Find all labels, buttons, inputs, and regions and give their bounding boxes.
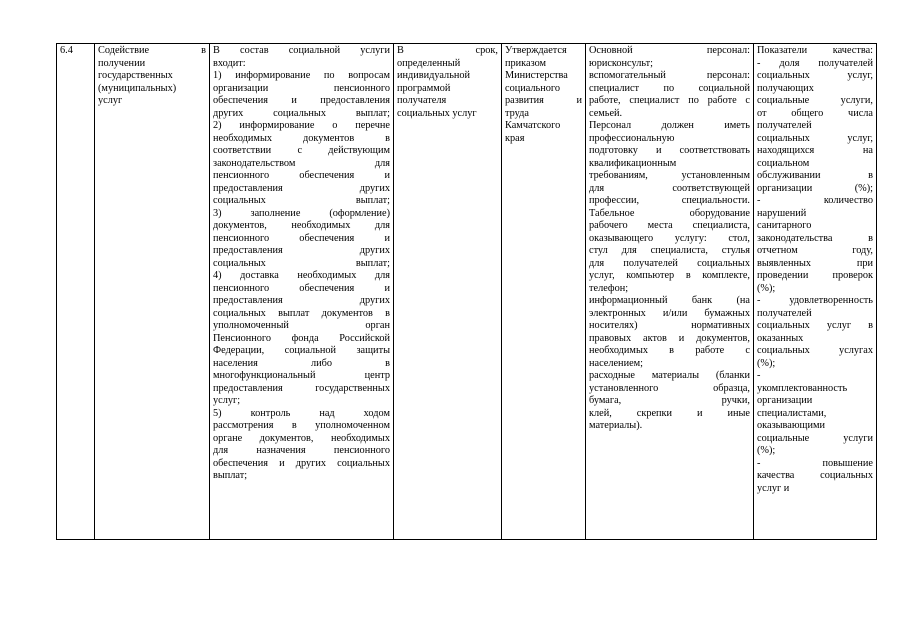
- text-line: государственных: [98, 70, 173, 81]
- text-line: Министерства: [505, 70, 568, 81]
- deadline-cell: [394, 44, 502, 540]
- text-line: профессии, специальности.: [589, 195, 750, 206]
- text-line: получении: [98, 57, 146, 69]
- text-line: выплат;: [213, 470, 248, 481]
- text-line: стул для специалиста, стулья: [589, 245, 750, 256]
- text-line: Табельное оборудование: [589, 207, 750, 219]
- text-line: предоставления государственных: [213, 382, 390, 394]
- text-line: социальных услугах: [757, 345, 873, 356]
- text-line: развития и: [505, 95, 582, 106]
- text-line: Персонал должен иметь: [589, 120, 750, 131]
- text-line: оказывающими: [757, 420, 826, 431]
- text-line: В состав социальной услуги: [213, 45, 390, 56]
- text-line: многофункциональный центр: [213, 370, 390, 381]
- text-line: программой: [397, 82, 451, 94]
- text-line: 2) информирование о перечне: [213, 120, 390, 131]
- table-row: [57, 44, 877, 540]
- text-line: вспомогательный персонал:: [589, 70, 750, 81]
- text-line: получающих: [757, 82, 814, 94]
- text-line: организации: [757, 395, 813, 406]
- text-line: получателей: [757, 120, 812, 131]
- text-line: - количество: [757, 195, 873, 206]
- text-line: оказывающего услугу: стол,: [589, 232, 750, 244]
- text-line: - доля получателей: [757, 57, 873, 69]
- service-conditions: [589, 45, 750, 433]
- text-line: обслуживании в: [757, 170, 873, 181]
- service-deadline: [397, 45, 498, 120]
- service-content-cell: [210, 44, 394, 540]
- text-line: требованиям, установленным: [589, 170, 750, 181]
- text-line: профессиональную: [589, 132, 675, 144]
- services-table: [56, 43, 877, 540]
- text-line: определенный: [397, 57, 461, 69]
- text-line: специалист по социальной: [589, 82, 750, 94]
- text-line: носителях) нормативных: [589, 320, 750, 331]
- text-line: нарушений: [757, 207, 807, 219]
- service-name-cell: [95, 44, 210, 540]
- text-line: для назначения пенсионного: [213, 445, 390, 456]
- text-line: расходные материалы (бланки: [589, 370, 750, 381]
- text-line: электронных и/или бумажных: [589, 307, 750, 319]
- text-line: получателей: [757, 307, 812, 319]
- text-line: документов, необходимых для: [213, 220, 390, 231]
- text-line: Камчатского: [505, 120, 561, 131]
- text-line: услуг;: [213, 395, 241, 406]
- text-line: законодательством для: [213, 157, 390, 169]
- conditions-cell: [586, 44, 754, 540]
- text-line: услуг: [98, 95, 123, 106]
- text-line: соответствии с действующим: [213, 145, 390, 156]
- text-line: для соответствующей: [589, 182, 750, 194]
- text-line: юрисконсульт;: [589, 57, 653, 69]
- text-line: социальном: [757, 157, 810, 169]
- text-line: телефон;: [589, 282, 629, 294]
- text-line: уполномоченный орган: [213, 320, 390, 331]
- text-line: 5) контроль над ходом: [213, 407, 390, 419]
- text-line: информационный банк (на: [589, 295, 750, 306]
- text-line: (%);: [757, 357, 776, 369]
- text-line: от общего числа: [757, 107, 873, 119]
- text-line: укомплектованность: [757, 382, 848, 394]
- text-line: предоставления других: [213, 182, 390, 194]
- text-line: социального: [505, 82, 561, 94]
- text-line: отчетном году,: [757, 245, 873, 256]
- text-line: обеспечения и предоставления: [213, 95, 390, 106]
- text-line: организации (%);: [757, 182, 873, 194]
- text-line: приказом: [505, 57, 547, 69]
- text-line: предоставления других: [213, 245, 390, 256]
- text-line: Утверждается: [505, 45, 567, 56]
- text-line: законодательства в: [757, 232, 873, 244]
- text-line: Содействие в: [98, 45, 206, 56]
- text-line: квалификационным: [589, 157, 677, 169]
- text-line: Показатели качества:: [757, 45, 873, 56]
- standard-cell: [502, 44, 586, 540]
- text-line: социальные услуги: [757, 432, 873, 444]
- text-line: - повышение: [757, 457, 873, 469]
- row-number: 6.4: [60, 45, 73, 56]
- text-line: организации пенсионного: [213, 82, 390, 94]
- text-line: органе документов, необходимых: [213, 432, 390, 444]
- text-line: 4) доставка необходимых для: [213, 270, 390, 281]
- text-line: социальных услуг: [397, 107, 477, 119]
- text-line: оказанных: [757, 332, 804, 344]
- text-line: специалистами,: [757, 407, 827, 419]
- text-line: пенсионного обеспечения и: [213, 170, 390, 181]
- text-line: населения либо в: [213, 357, 390, 369]
- text-line: работе, специалист по работе с: [589, 95, 750, 106]
- text-line: обеспечения и других социальных: [213, 457, 390, 469]
- text-line: клей, скрепки и иные: [589, 407, 750, 419]
- text-line: В срок,: [397, 45, 498, 56]
- quality-indicators: [757, 45, 873, 495]
- text-line: необходимых в работе с: [589, 345, 750, 356]
- service-content: [213, 45, 390, 483]
- text-line: семьей.: [589, 107, 623, 119]
- text-line: индивидуальной: [397, 70, 471, 81]
- text-line: подготовку и соответствовать: [589, 145, 750, 156]
- text-line: -: [757, 370, 761, 381]
- text-line: других социальных выплат;: [213, 107, 390, 119]
- text-line: выявленных при: [757, 257, 873, 269]
- text-line: социальных услуг,: [757, 132, 873, 144]
- text-line: (%);: [757, 445, 776, 456]
- text-line: услуг и: [757, 482, 790, 494]
- text-line: 1) информирование по вопросам: [213, 70, 390, 81]
- text-line: Федерации, социальной защиты: [213, 345, 390, 356]
- text-line: социальных выплат документов в: [213, 307, 390, 319]
- text-line: входит:: [213, 57, 246, 69]
- service-name: [98, 45, 206, 108]
- text-line: Пенсионного фонда Российской: [213, 332, 390, 344]
- text-line: бумага, ручки,: [589, 395, 750, 406]
- text-line: находящихся на: [757, 145, 873, 156]
- text-line: для получателей социальных: [589, 257, 750, 269]
- text-line: качества социальных: [757, 470, 873, 481]
- text-line: услуг, компьютер в комплекте,: [589, 270, 750, 281]
- text-line: материалы).: [589, 420, 643, 431]
- text-line: санитарного: [757, 220, 812, 231]
- service-standard: [505, 45, 582, 145]
- quality-cell: [754, 44, 877, 540]
- text-line: социальных услуг в: [757, 320, 873, 331]
- text-line: установленного образца,: [589, 382, 750, 394]
- text-line: края: [505, 132, 525, 144]
- text-line: (муниципальных): [98, 82, 177, 94]
- text-line: социальных услуг,: [757, 70, 873, 81]
- text-line: проведении проверок: [757, 270, 873, 281]
- text-line: правовых актов и документов,: [589, 332, 750, 344]
- row-number-cell: [57, 44, 95, 540]
- text-line: рассмотрения в уполномоченном: [213, 420, 390, 431]
- text-line: получателя: [397, 95, 447, 106]
- text-line: Основной персонал:: [589, 45, 750, 56]
- text-line: необходимых документов в: [213, 132, 390, 144]
- text-line: пенсионного обеспечения и: [213, 232, 390, 244]
- text-line: социальных выплат;: [213, 195, 390, 206]
- text-line: труда: [505, 107, 529, 119]
- text-line: (%);: [757, 282, 776, 294]
- text-line: пенсионного обеспечения и: [213, 282, 390, 294]
- text-line: 3) заполнение (оформление): [213, 207, 390, 219]
- text-line: - удовлетворенность: [757, 295, 873, 306]
- text-line: социальные услуги,: [757, 95, 873, 106]
- text-line: населением;: [589, 357, 644, 369]
- text-line: рабочего места специалиста,: [589, 220, 750, 231]
- text-line: социальных выплат;: [213, 257, 390, 269]
- text-line: предоставления других: [213, 295, 390, 306]
